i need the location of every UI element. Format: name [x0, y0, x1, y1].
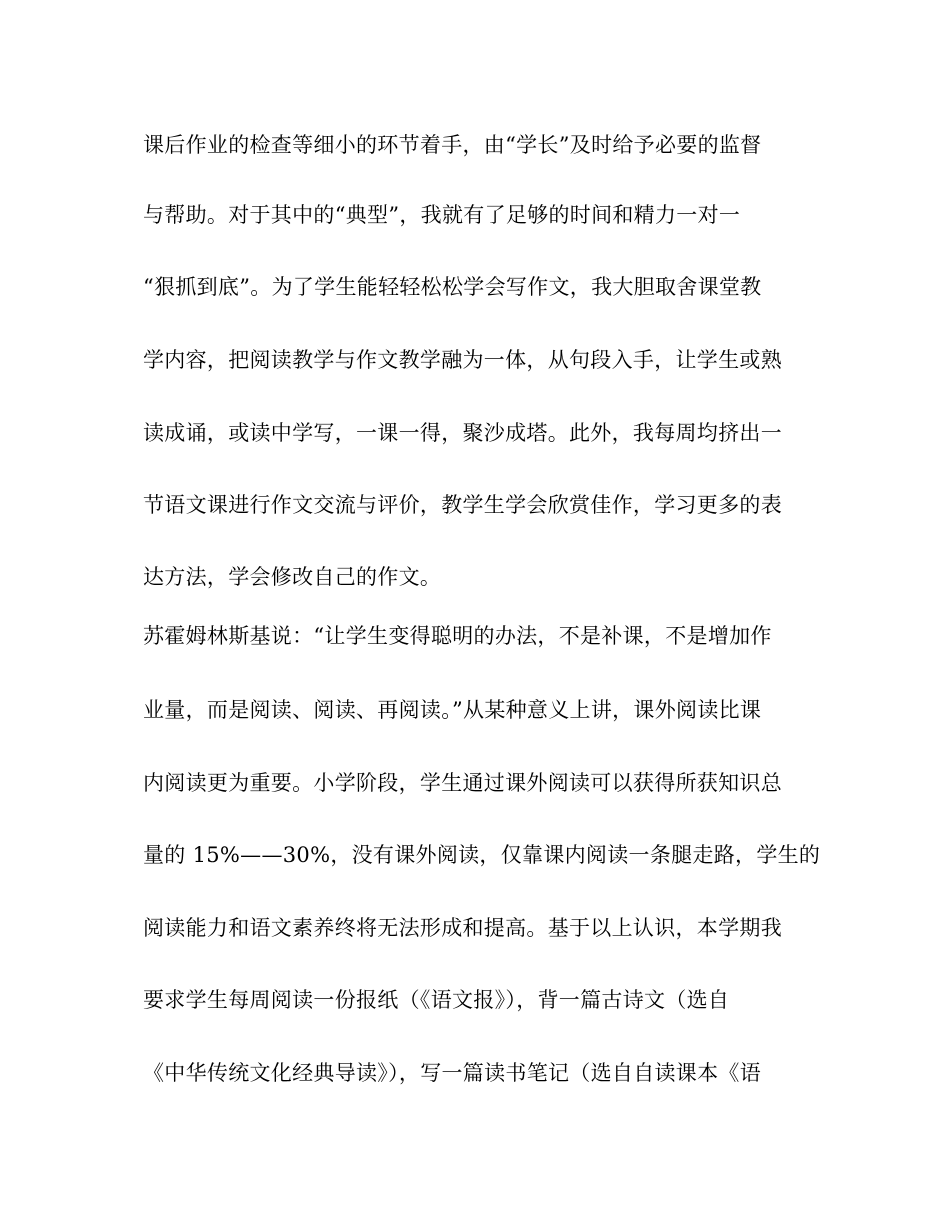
- text-line: 课后作业的检查等细小的环节着手，由“学长”及时给予必要的监督: [143, 133, 762, 157]
- text-line: 节语文课进行作文交流与评价，教学生学会欣赏佳作，学习更多的表: [143, 493, 782, 517]
- text-line: 读成诵，或读中学写，一课一得，聚沙成塔。此外，我每周均挤出一: [143, 421, 782, 445]
- text-line: “狠抓到底”。为了学生能轻轻松松学会写作文，我大胆取舍课堂教: [143, 275, 762, 299]
- text-line: 阅读能力和语文素养终将无法形成和提高。基于以上认识，本学期我: [143, 916, 782, 940]
- text-line: 要求学生每周阅读一份报纸（《语文报》），背一篇古诗文（选自: [143, 988, 730, 1012]
- text-line: 内阅读更为重要。小学阶段，学生通过课外阅读可以获得所获知识总: [143, 771, 782, 795]
- text-line: 学内容，把阅读教学与作文教学融为一体，从句段入手，让学生或熟: [143, 348, 782, 372]
- text-line: 量的 15%——30%，没有课外阅读，仅靠课内阅读一条腿走路，学生的: [143, 843, 821, 867]
- text-line: 苏霍姆林斯基说：“让学生变得聪明的办法，不是补课，不是增加作: [143, 624, 772, 648]
- text-line: 达方法，学会修改自己的作文。: [143, 565, 442, 589]
- text-line: 业量，而是阅读、阅读、再阅读。”从某种意义上讲，课外阅读比课: [143, 698, 762, 722]
- text-line: 《中华传统文化经典导读》），写一篇读书笔记（选自自读课本《语: [143, 1061, 761, 1085]
- text-line: 与帮助。对于其中的“典型”，我就有了足够的时间和精力一对一: [143, 203, 741, 227]
